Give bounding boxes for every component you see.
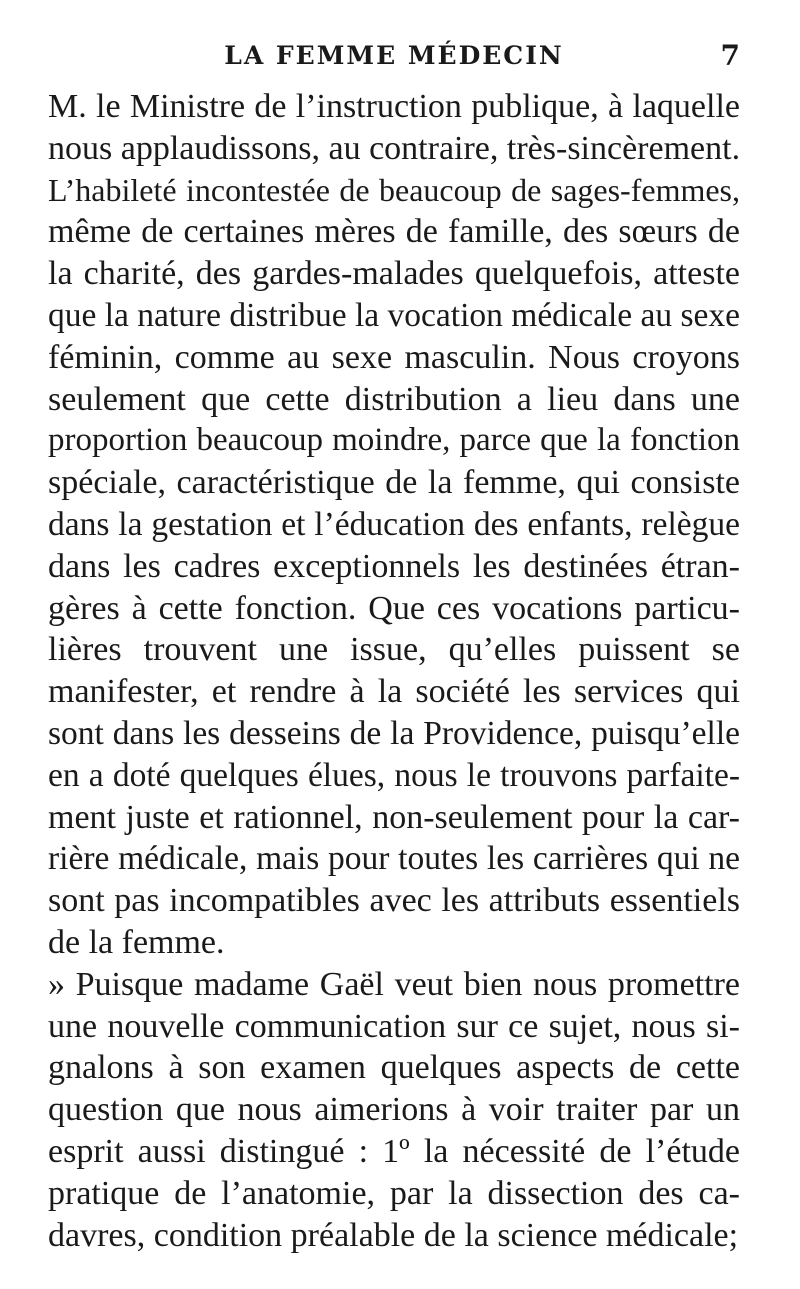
text-line: seulement que cette distribution a lieu dans une bbox=[48, 380, 740, 418]
text-line: féminin, comme au sexe masculin. Nous croyons bbox=[48, 338, 740, 376]
text-line: pratique de l’anatomie, par la dissection des ca- bbox=[48, 1174, 740, 1212]
text-line: esprit aussi distingué : 1º la nécessité de l’étude bbox=[48, 1132, 740, 1170]
text-line: proportion beaucoup moindre, parce que la fonction bbox=[48, 422, 740, 459]
text-line: gères à cette fonction. Que ces vocations particu- bbox=[48, 589, 740, 627]
text-line: rière médicale, mais pour toutes les carrières qui ne bbox=[48, 840, 740, 878]
text-line: question que nous aimerions à voir traiter par un bbox=[48, 1091, 740, 1129]
running-head bbox=[48, 36, 740, 76]
body-text bbox=[48, 86, 740, 1256]
text-line: en a doté quelques élues, nous le trouvons parfaite- bbox=[48, 756, 740, 794]
text-line: même de certaines mères de famille, des sœurs de bbox=[48, 213, 740, 251]
text-line: dans la gestation et l’éducation des enfants, relègue bbox=[48, 505, 740, 543]
text-line: lières trouvent une issue, qu’elles puissent se bbox=[48, 631, 740, 669]
text-line: sont dans les desseins de la Providence, puisqu’elle bbox=[48, 714, 740, 752]
text-line: sont pas incompatibles avec les attributs essentiels bbox=[48, 882, 740, 920]
text-line: L’habileté incontestée de beaucoup de sages-femmes, bbox=[48, 171, 740, 208]
text-line: une nouvelle communication sur ce sujet, nous si- bbox=[48, 1007, 740, 1045]
text-line: la charité, des gardes-malades quelquefois, atteste bbox=[48, 255, 740, 293]
text-line: nous applaudissons, au contraire, très-sincèrement. bbox=[48, 129, 740, 167]
page-number: 7 bbox=[720, 39, 740, 72]
text-line: M. le Ministre de l’instruction publique, à laquelle bbox=[48, 88, 740, 125]
text-line: spéciale, caractéristique de la femme, qui consiste bbox=[48, 464, 740, 502]
text-line: gnalons à son examen quelques aspects de cette bbox=[48, 1049, 740, 1087]
text-line: dans les cadres exceptionnels les destinées étran- bbox=[48, 547, 740, 585]
text-line: de la femme. bbox=[48, 923, 225, 961]
running-title: LA FEMME MÉDECIN bbox=[224, 41, 564, 70]
text-line: ment juste et rationnel, non-seulement pour la car- bbox=[48, 798, 740, 836]
text-line: » Puisque madame Gaël veut bien nous promettre bbox=[48, 965, 740, 1003]
text-line: que la nature distribue la vocation médicale au sexe bbox=[48, 296, 740, 334]
text-line: manifester, et rendre à la société les services qui bbox=[48, 673, 740, 711]
text-line: davres, condition préalable de la science médicale; bbox=[48, 1216, 739, 1254]
